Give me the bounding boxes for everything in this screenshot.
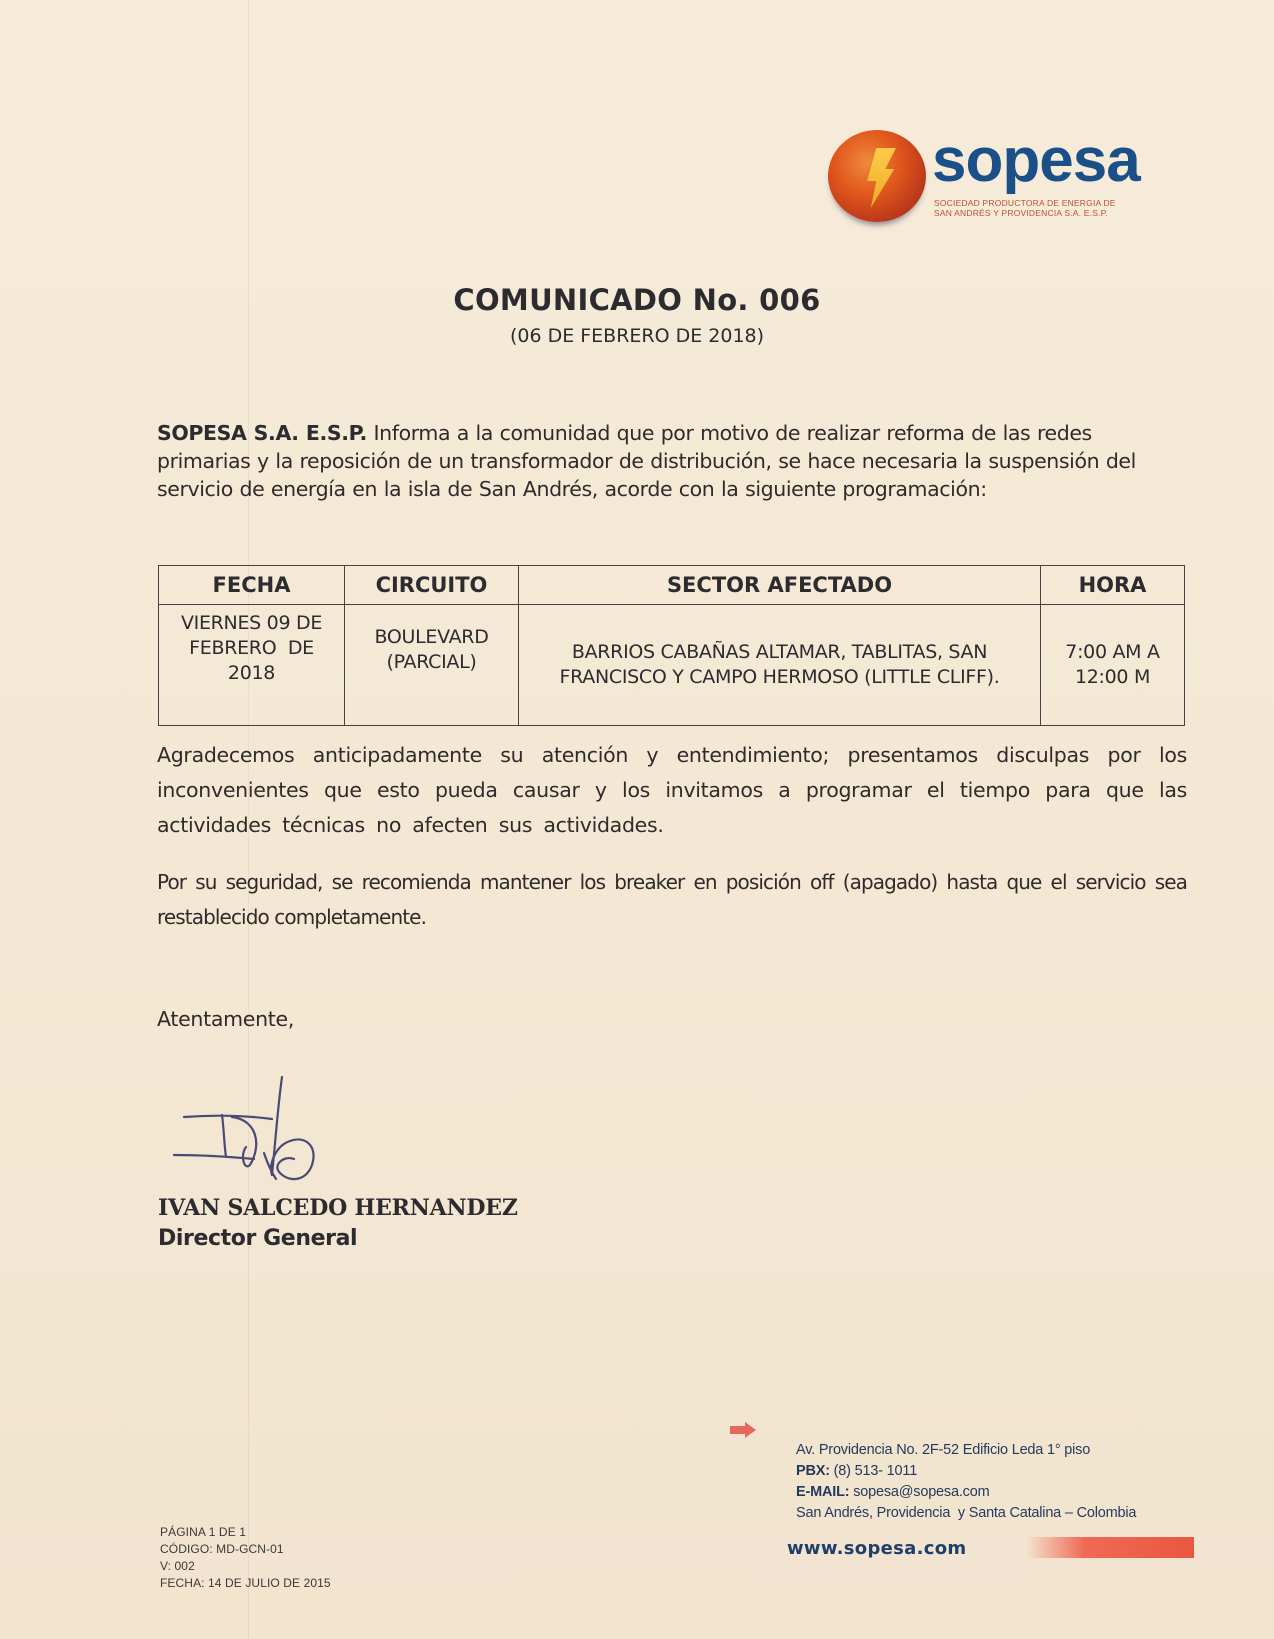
logo-subtitle-line2: SAN ANDRÉS Y PROVIDENCIA S.A. E.S.P. (934, 208, 1108, 218)
contact-address: Av. Providencia No. 2F-52 Edificio Leda 1° piso (796, 1442, 1091, 1458)
arrow-right-icon (730, 1422, 756, 1438)
footer-accent-bar (1026, 1537, 1194, 1558)
logo-wordmark: sopesa (932, 126, 1140, 195)
cell-hora (1041, 605, 1185, 726)
cell-fecha (159, 605, 345, 726)
document-metadata (160, 1524, 331, 1592)
email-label: E-MAIL: (796, 1484, 850, 1500)
cell-sector (519, 605, 1041, 726)
page-title: COMUNICADO No. 006 (453, 283, 821, 317)
logo-subtitle (934, 198, 1184, 218)
website-link[interactable]: www.sopesa.com (787, 1538, 967, 1559)
contact-info (796, 1440, 1216, 1524)
pbx-label: PBX: (796, 1463, 830, 1479)
logo-emblem-icon (828, 130, 926, 222)
sopesa-logo (828, 128, 1178, 238)
sector-line: FRANCISCO Y CAMPO HERMOSO (LITTLE CLIFF). (559, 666, 1000, 688)
contact-location: San Andrés, Providencia y Santa Catalina – Colombia (796, 1505, 1137, 1521)
intro-text: Informa a la comunidad que por motivo de realizar reforma de las redes primarias y la reposición de un transformador de distribución, se hace necesaria la suspensión del servicio de energía en la isla de San Andrés, acorde con la siguiente programación: (157, 421, 1136, 501)
meta-version: V: 002 (160, 1559, 195, 1573)
closing-salutation: Atentamente, (157, 1007, 295, 1031)
circuito-line: (PARCIAL) (386, 651, 477, 673)
fecha-line: VIERNES 09 DE (180, 612, 323, 634)
contact-pbx (796, 1461, 1216, 1482)
sector-line: BARRIOS CABAÑAS ALTAMAR, TABLITAS, SAN (571, 641, 988, 663)
thanks-paragraph: Agradecemos anticipadamente su atención y entendimiento; presentamos disculpas por los inconvenientes que esto pueda causar y los invitamos a programar el tiempo para que las actividades técnicas no afecten sus actividades. (157, 743, 1187, 837)
fecha-line: 2018 (227, 662, 276, 684)
page-date: (06 DE FEBRERO DE 2018) (509, 325, 765, 347)
logo-subtitle-line1: SOCIEDAD PRODUCTORA DE ENERGIA DE (934, 198, 1116, 208)
intro-paragraph (157, 419, 1187, 503)
contact-email (796, 1482, 1216, 1503)
signer-role: Director General (158, 1226, 358, 1251)
header-hora: HORA (1041, 566, 1185, 605)
header-fecha: FECHA (159, 566, 345, 605)
table-header-row (159, 566, 1185, 605)
circuito-line: BOULEVARD (374, 626, 489, 648)
handwritten-signature (172, 1075, 342, 1195)
fecha-line: FEBRERO DE (189, 637, 314, 659)
email-value: sopesa@sopesa.com (849, 1484, 990, 1500)
meta-code: CÓDIGO: MD-GCN-01 (160, 1542, 284, 1556)
header-sector: SECTOR AFECTADO (519, 566, 1041, 605)
meta-date: FECHA: 14 DE JULIO DE 2015 (160, 1576, 331, 1590)
cell-circuito (345, 605, 519, 726)
schedule-table (158, 565, 1185, 726)
signer-name: IVAN SALCEDO HERNANDEZ (158, 1195, 518, 1221)
hora-line: 7:00 AM A (1065, 641, 1160, 663)
table-row (159, 605, 1185, 726)
header-circuito: CIRCUITO (345, 566, 519, 605)
company-name: SOPESA S.A. E.S.P. (157, 421, 367, 445)
pbx-value: (8) 513- 1011 (829, 1463, 918, 1479)
hora-line: 12:00 M (1074, 666, 1151, 688)
meta-page: PÁGINA 1 DE 1 (160, 1525, 247, 1539)
safety-paragraph: Por su seguridad, se recomienda mantener los breaker en posición off (apagado) hasta que el servicio sea restablecido completamente. (157, 870, 1187, 929)
